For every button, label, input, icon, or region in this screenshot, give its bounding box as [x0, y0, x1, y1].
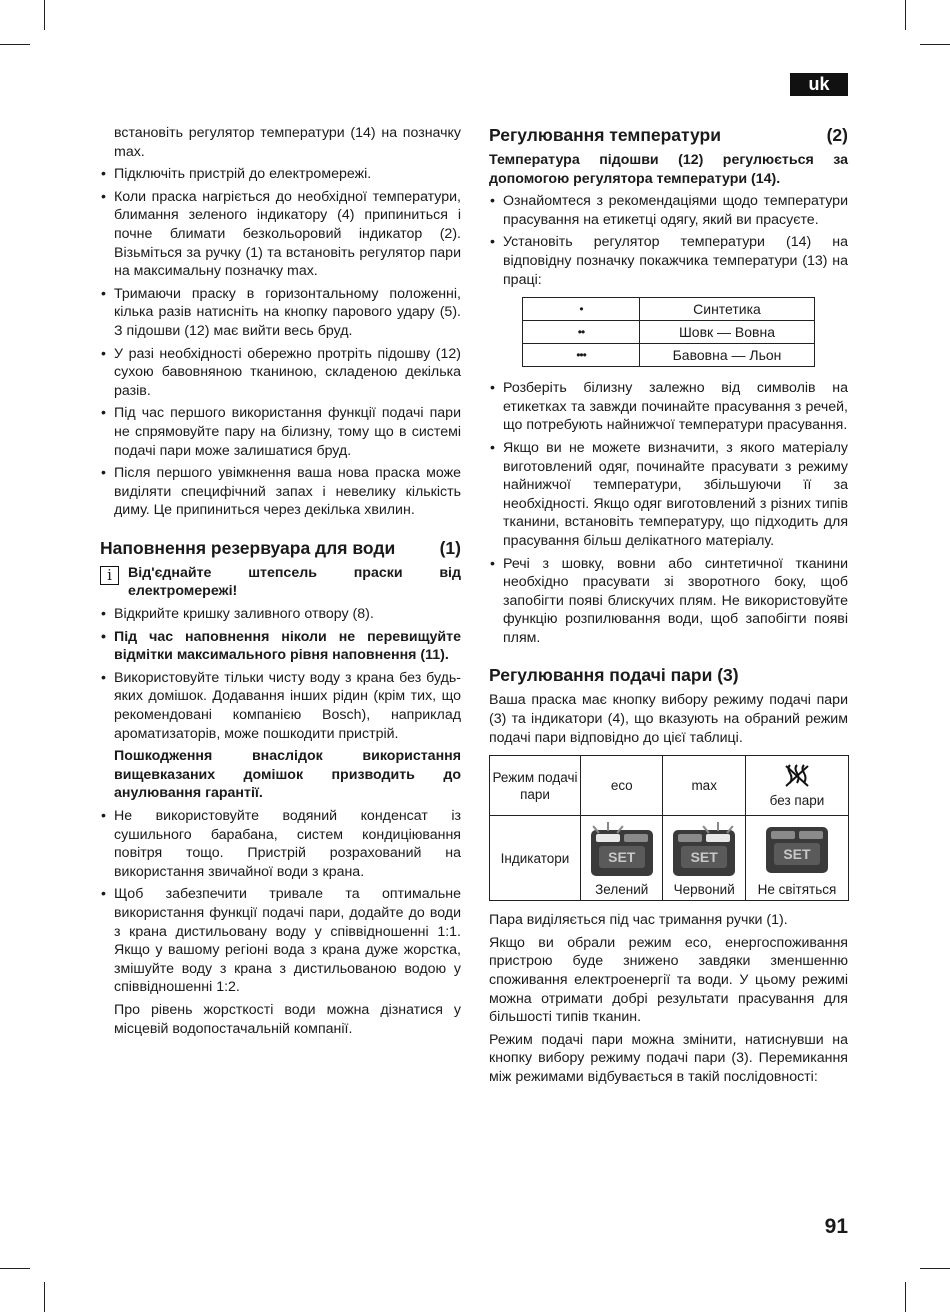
bullet-item: • Речі з шовку, вовни або синтетичної тканини необхідно прасувати зі зворотного боку, щоб запобігти появі блискучих плям. Не використовуйте функцію розпилювання води, щоб запобігти появі плям. — [489, 555, 848, 648]
table-row — [523, 344, 815, 367]
paragraph-bold: Температура підошви (12) регулюється за допомогою регулятора температури (14). — [489, 152, 848, 187]
indicator-caption: Червоний — [673, 882, 735, 898]
crop-mark — [920, 1268, 950, 1269]
steam-mode-table — [489, 755, 849, 901]
indicator-lit-icon — [673, 830, 735, 876]
indicators-label-cell: Індикатори — [490, 816, 581, 901]
paragraph: Якщо ви обрали режим eco, енергоспоживання пристрою буде знижено завдяки зменшенню споживання електроенергії та води. У цьому режимі можна отримати добрі результати прасування для більшості типів тканин. — [489, 934, 848, 1026]
section-heading-temperature — [489, 124, 848, 146]
max-cell: max — [663, 756, 745, 816]
set-label: SET — [774, 843, 820, 865]
paragraph: Пара виділяється під час тримання ручки (1). — [489, 912, 788, 929]
table-row — [523, 321, 815, 344]
bullet-item: • У разі необхідності обережно протріть підошву (12) сухою бавовняною тканиною, складеною декілька разів. — [100, 345, 461, 401]
heading-text: Наповнення резервуара для води — [100, 537, 396, 558]
crop-mark — [44, 0, 45, 30]
eco-cell: eco — [581, 756, 663, 816]
bullet-item: • Установіть регулятор температури (14) на відповідну позначку покажчика температури (13) на праці: — [489, 233, 848, 289]
bullet-item: • Ознайомтеся з рекомендаціями щодо температури прасування на етикетці одягу, який ви прасуєте. — [489, 192, 848, 229]
bullet-item: • Під час першого використання функції подачі пари не спрямовуйте пару на білизну, тому що в системі подачі пари може залишатися бруд. — [100, 404, 461, 460]
fabric-cell: Синтетика — [640, 298, 815, 321]
info-text: Від'єднайте штепсель праски від електромережі! — [128, 564, 461, 600]
indicator-lit-icon — [591, 830, 653, 876]
bullet-item: • Підключіть пристрій до електромережі. — [100, 165, 461, 184]
section-heading-water-fill — [100, 537, 461, 559]
warranty-warning: Пошкодження внаслідок використання вищевказаних домішок призводить до анулювання гарантії. — [114, 748, 461, 802]
crop-mark — [0, 44, 30, 45]
fabric-cell: Шовк — Вовна — [640, 321, 815, 344]
indicator-red-cell — [663, 816, 745, 901]
bullet-item: • Відкрийте кришку заливного отвору (8). — [100, 605, 461, 624]
indicator-green-cell — [581, 816, 663, 901]
temp-dots: ••• — [523, 344, 640, 367]
temp-dots: • — [523, 298, 640, 321]
bullet-item: • Використовуйте тільки чисту воду з крана без будь-яких домішок. Додавання інших рідин (крім тих, що рекомендовані компанією Bosch), наприклад ароматизаторів, може пошкодити пристрій. — [100, 669, 461, 743]
table-row — [490, 756, 849, 816]
bullet-item: • Тримаючи праску в горизонтальному положенні, кілька разів натисніть на кнопку парового удару (5). З підошви (12) має вийти весь бруд. — [100, 285, 461, 341]
page-number: 91 — [824, 1215, 848, 1238]
language-badge: uk — [790, 73, 848, 96]
info-icon: i — [100, 566, 119, 585]
bullet-item: • Якщо ви не можете визначити, з якого матеріалу виготовлений одяг, починайте прасувати з режиму найнижчої температури, збільшуючи її за необхідності. Якщо одяг виготовлений з різних типів тканини, встановіть температуру, що підходить для прасування більш делікатного матеріалу. — [489, 439, 848, 551]
fabric-cell: Бавовна — Льон — [640, 344, 815, 367]
indicator-off-icon — [766, 827, 828, 873]
crop-mark — [44, 1282, 45, 1312]
temperature-table — [522, 297, 815, 367]
no-steam-cell — [745, 756, 848, 816]
crop-mark — [905, 0, 906, 30]
section-heading-steam — [489, 664, 848, 686]
indicator-off-cell — [745, 816, 848, 901]
crop-mark — [905, 1282, 906, 1312]
right-column — [489, 124, 848, 1091]
set-label: SET — [681, 846, 727, 868]
indicator-caption: Зелений — [595, 882, 649, 898]
bullet-item-warning: • Під час наповнення ніколи не перевищуйте відмітки максимального рівня наповнення (11). — [100, 628, 461, 665]
indicator-caption: Не світяться — [757, 882, 837, 898]
no-steam-icon — [784, 764, 810, 788]
mode-label-cell: Режим подачі пари — [490, 756, 581, 816]
bullet-item: • Щоб забезпечити тривале та оптимальне використання функції подачі пари, додайте до води з крана дистильовану воду у співвідношенні 1:1. Якщо у вашому регіоні вода з крана дуже жорстка, змішуйте воду з крана з дистильованою водою у співвідношенні 1:2. — [100, 885, 461, 997]
heading-number: (1) — [439, 537, 461, 558]
table-row — [490, 816, 849, 901]
crop-mark — [0, 1268, 30, 1269]
heading-text: Регулювання температури — [489, 125, 721, 145]
info-note — [100, 564, 461, 601]
paragraph: Про рівень жорсткості води можна дізнатися у місцевій водопостачальній компанії. — [114, 1001, 461, 1037]
bullet-item: • Коли праска нагріється до необхідної температури, блимання зеленого індикатору (4) припиниться і почне блимати безкольоровий індикатор (2). Візьміться за ручку (1) та встановіть регулятор пари на максимальну позначку max. — [100, 188, 461, 281]
paragraph: встановіть регулятор температури (14) на позначку max. — [114, 125, 461, 160]
crop-mark — [920, 44, 950, 45]
table-row — [523, 298, 815, 321]
set-label: SET — [599, 846, 645, 868]
no-steam-label: без пари — [769, 793, 825, 809]
paragraph: Режим подачі пари можна змінити, натиснувши на кнопку вибору режиму подачі пари (3). Перемикання між режимами відбувається в такій послідовності: — [489, 1031, 848, 1085]
bullet-item: • Не використовуйте водяний конденсат із сушильного барабана, систем кондиціювання повітря тощо. Пристрій розрахований на використання звичайної води з крана. — [100, 807, 461, 881]
heading-text: Регулювання подачі пари (3) — [489, 665, 739, 686]
left-column — [100, 124, 461, 1042]
heading-number: (2) — [826, 125, 848, 145]
paragraph: Ваша праска має кнопку вибору режиму подачі пари (3) та індикатори (4), що вказують на обраний режим подачі пари відповідно до цієї таблиці. — [489, 692, 848, 746]
bullet-item: • Після першого увімкнення ваша нова праска може виділяти специфічний запах і невелику кількість диму. Це припиниться через декілька хвилин. — [100, 464, 461, 520]
temp-dots: •• — [523, 321, 640, 344]
bullet-item: • Розберіть білизну залежно від символів на етикетках та завжди починайте прасування з речей, що потребують найнижчої температури прасування. — [489, 379, 848, 435]
